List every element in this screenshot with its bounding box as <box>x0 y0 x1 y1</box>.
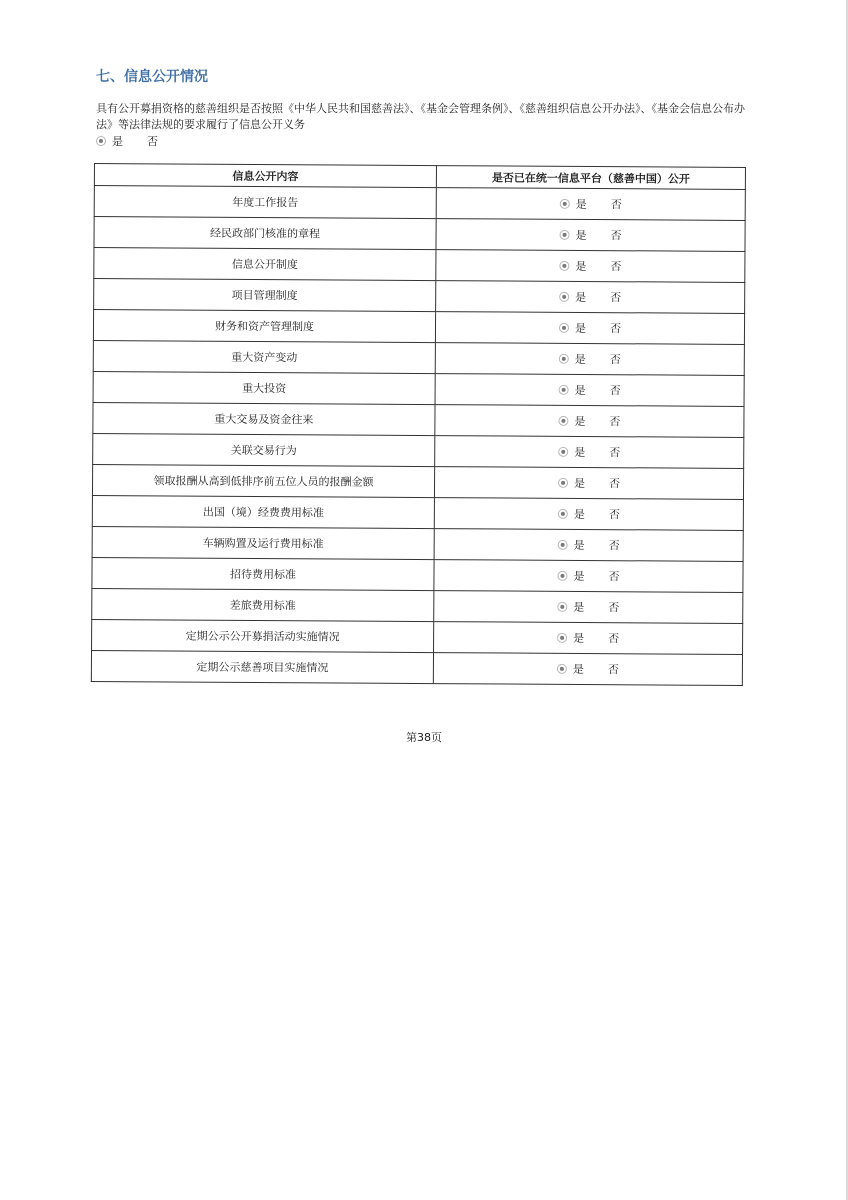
yes-label: 是 <box>574 383 586 398</box>
yes-label: 是 <box>572 662 584 677</box>
row-label: 年度工作报告 <box>94 186 436 219</box>
page-number: 第38页 <box>406 731 442 744</box>
table-row <box>94 279 745 314</box>
yes-radio-icon[interactable] <box>559 292 569 302</box>
yes-radio-icon[interactable] <box>558 416 568 426</box>
row-label: 差旅费用标准 <box>92 588 434 621</box>
row-label: 定期公示公开募捐活动实施情况 <box>92 619 434 652</box>
yes-radio-icon[interactable] <box>560 199 570 209</box>
row-radio-group[interactable] <box>558 537 620 553</box>
row-radio-group[interactable] <box>557 599 619 615</box>
header-disclosed: 是否已在统一信息平台（慈善中国）公开 <box>436 166 745 190</box>
row-radio-group[interactable] <box>557 630 619 646</box>
table-row <box>92 619 743 654</box>
yes-label: 是 <box>574 414 586 429</box>
row-radio-cell <box>435 374 744 407</box>
row-radio-group[interactable] <box>560 227 622 243</box>
yes-radio-icon[interactable] <box>558 447 568 457</box>
yes-radio-icon[interactable] <box>558 540 568 550</box>
no-label: 否 <box>608 539 620 553</box>
yes-radio-icon[interactable] <box>558 478 568 488</box>
yes-label: 是 <box>574 321 587 336</box>
row-radio-cell <box>436 188 745 221</box>
yes-label: 是 <box>574 352 586 367</box>
yes-radio-icon[interactable] <box>557 571 567 581</box>
row-radio-group[interactable] <box>560 196 622 212</box>
yes-label: 是 <box>574 476 586 491</box>
yes-radio-icon[interactable] <box>559 261 569 271</box>
row-radio-cell <box>436 250 745 283</box>
yes-radio-icon[interactable] <box>557 633 567 643</box>
section-title: 七、信息公开情况 <box>96 69 208 85</box>
row-radio-cell <box>434 498 743 531</box>
table-row <box>92 495 743 530</box>
table-row <box>92 588 743 623</box>
no-label: 否 <box>609 415 621 429</box>
yes-radio-icon[interactable] <box>557 602 567 612</box>
row-label: 重大资产变动 <box>93 340 435 373</box>
no-label: 否 <box>609 446 621 460</box>
yes-label: 是 <box>573 600 585 615</box>
table-row <box>93 433 744 468</box>
no-label: 否 <box>609 322 622 336</box>
header-content: 信息公开内容 <box>94 164 436 188</box>
yes-label: 是 <box>575 228 587 243</box>
row-radio-cell <box>435 405 744 438</box>
info-disclosure-table <box>91 163 746 686</box>
table-row <box>93 340 744 375</box>
table-row <box>94 186 745 221</box>
no-label: 否 <box>608 632 620 646</box>
no-label: 否 <box>610 198 622 212</box>
no-label: 否 <box>607 663 619 677</box>
row-radio-group[interactable] <box>559 258 621 274</box>
yes-label: 是 <box>573 507 585 522</box>
table-row <box>94 217 745 252</box>
yes-radio-icon[interactable] <box>560 230 570 240</box>
row-label: 信息公开制度 <box>94 248 436 281</box>
row-radio-group[interactable] <box>558 475 620 491</box>
row-radio-cell <box>436 281 745 314</box>
row-radio-cell <box>434 591 743 624</box>
row-radio-cell <box>434 622 743 655</box>
yes-label: 是 <box>573 569 585 584</box>
table-row <box>93 310 744 345</box>
table-row <box>93 371 744 406</box>
row-radio-group[interactable] <box>558 506 620 522</box>
row-radio-cell <box>436 219 745 252</box>
row-radio-cell <box>435 436 744 469</box>
row-radio-cell <box>435 343 744 376</box>
table-row <box>94 248 745 283</box>
no-label: 否 <box>147 135 158 148</box>
row-label: 财务和资产管理制度 <box>93 310 435 343</box>
row-radio-cell <box>433 653 742 686</box>
no-label: 否 <box>609 353 621 367</box>
row-label: 项目管理制度 <box>94 279 436 312</box>
no-label: 否 <box>608 570 620 584</box>
row-radio-group[interactable] <box>559 382 621 398</box>
no-label: 否 <box>608 508 620 522</box>
table-row <box>92 526 743 561</box>
table-row <box>91 650 742 685</box>
no-label: 否 <box>608 601 620 615</box>
table-row <box>92 464 743 499</box>
row-label: 领取报酬从高到低排序前五位人员的报酬金额 <box>92 464 434 497</box>
yes-radio-icon[interactable] <box>557 664 567 674</box>
no-label: 否 <box>610 229 622 243</box>
no-label: 否 <box>609 384 621 398</box>
row-radio-group[interactable] <box>559 351 621 367</box>
row-radio-cell <box>435 312 744 345</box>
no-label: 否 <box>610 291 622 305</box>
yes-radio-icon[interactable] <box>558 509 568 519</box>
row-label: 重大投资 <box>93 371 435 404</box>
row-label: 车辆购置及运行费用标准 <box>92 526 434 559</box>
no-label: 否 <box>610 260 622 274</box>
yes-label: 是 <box>112 135 123 148</box>
table-row <box>92 557 743 592</box>
row-radio-group[interactable] <box>559 289 621 305</box>
table-row <box>93 402 744 437</box>
row-radio-group[interactable] <box>557 568 619 584</box>
yes-label: 是 <box>574 445 586 460</box>
yes-label: 是 <box>575 259 587 274</box>
row-label: 出国（境）经费费用标准 <box>92 495 434 528</box>
row-label: 招待费用标准 <box>92 557 434 590</box>
no-label: 否 <box>609 477 621 491</box>
yes-label: 是 <box>573 631 585 646</box>
yes-label: 是 <box>575 290 587 305</box>
row-radio-cell <box>434 467 743 500</box>
row-label: 重大交易及资金往来 <box>93 402 435 435</box>
row-label: 关联交易行为 <box>93 433 435 466</box>
row-radio-cell <box>434 529 743 562</box>
row-label: 定期公示慈善项目实施情况 <box>91 650 433 683</box>
row-radio-group[interactable] <box>559 320 621 336</box>
yes-radio-icon[interactable] <box>559 323 569 333</box>
row-radio-group[interactable] <box>557 661 619 677</box>
yes-label: 是 <box>573 538 585 553</box>
yes-radio-icon[interactable] <box>559 385 569 395</box>
description-text: 具有公开募捐资格的慈善组织是否按照《中华人民共和国慈善法》、《基金会管理条例》、《慈善组织信息公开办法》、《基金会信息公布办法》等法律法规的要求履行了信息公开义务 <box>96 102 745 131</box>
yes-radio-icon[interactable] <box>96 136 106 146</box>
yes-label: 是 <box>575 197 587 212</box>
row-label: 经民政部门核准的章程 <box>94 217 436 250</box>
yes-radio-icon[interactable] <box>559 354 569 364</box>
row-radio-group[interactable] <box>558 413 620 429</box>
compliance-radio-group[interactable] <box>96 133 158 149</box>
row-radio-group[interactable] <box>558 444 620 460</box>
row-radio-cell <box>434 560 743 593</box>
